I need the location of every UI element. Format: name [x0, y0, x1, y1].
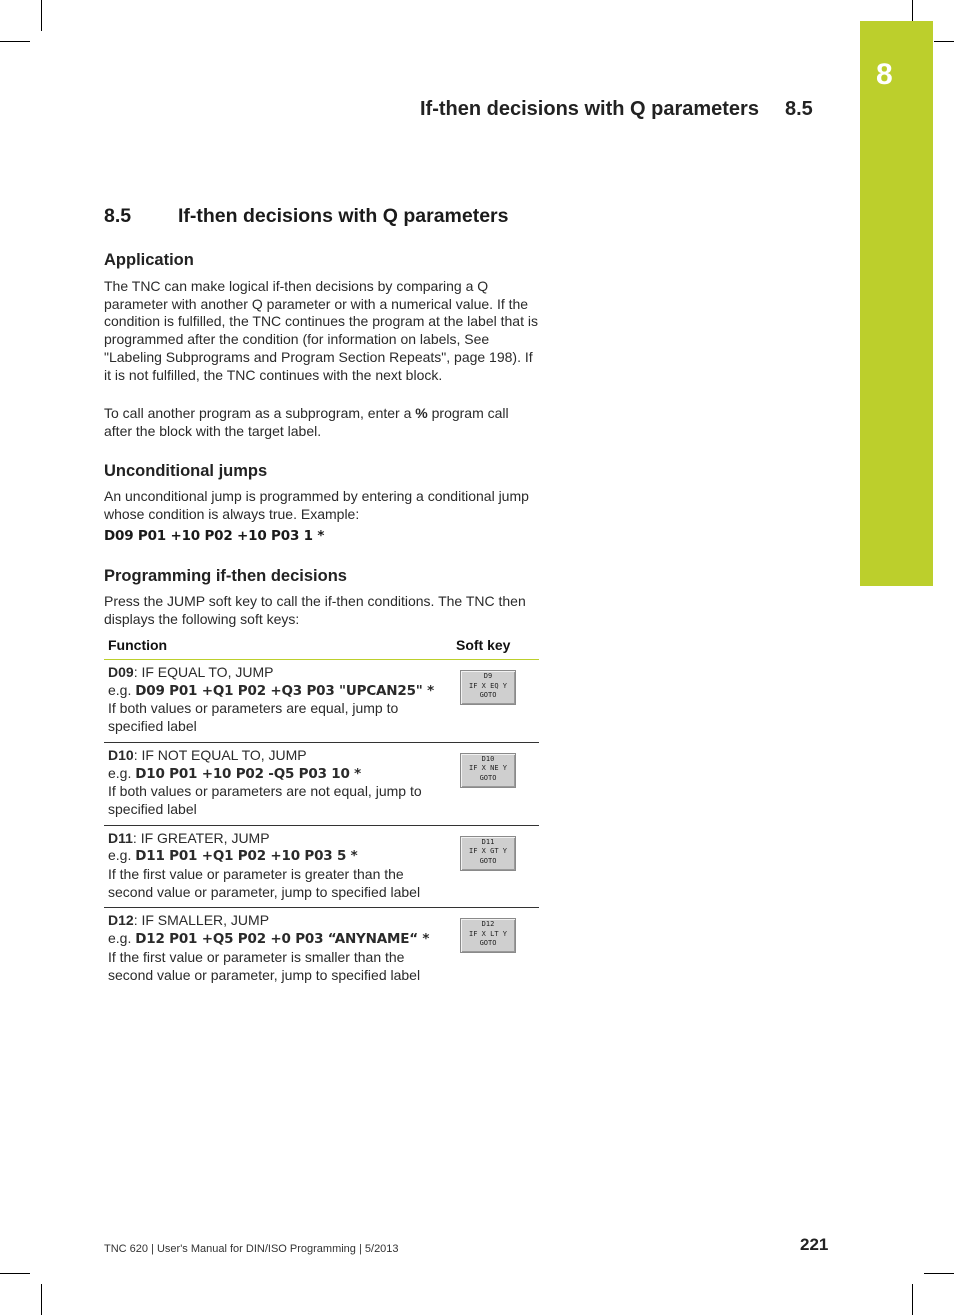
- crop-mark: [41, 1284, 42, 1315]
- softkey-line: GOTO: [479, 939, 497, 948]
- function-cell: [104, 825, 452, 908]
- function-name: : IF GREATER, JUMP: [132, 829, 270, 846]
- unconditional-example: D09 P01 +10 P02 +10 P03 1 *: [104, 528, 325, 544]
- crop-mark: [912, 0, 913, 21]
- softkey-d11[interactable]: [460, 836, 516, 871]
- softkey-cell: [452, 742, 539, 825]
- function-example: D11 P01 +Q1 P02 +10 P03 5 *: [135, 848, 358, 865]
- table-row: [104, 908, 539, 990]
- eg-prefix: e.g.: [108, 930, 136, 947]
- softkey-line: IF X LT Y: [469, 929, 507, 938]
- crop-mark: [924, 1273, 954, 1274]
- section-title: [104, 205, 509, 228]
- function-example: D10 P01 +10 P02 -Q5 P03 10 *: [135, 765, 362, 782]
- softkey-line: GOTO: [479, 691, 497, 699]
- softkey-line: IF X EQ Y: [469, 681, 507, 690]
- unconditional-paragraph: An unconditional jump is programmed by entering a conditional jump whose condition is always true. Example:: [104, 488, 529, 522]
- softkey-line: D11: [481, 837, 495, 846]
- softkey-line: GOTO: [479, 773, 497, 782]
- softkey-d10[interactable]: [460, 753, 516, 788]
- subprogram-text-after: program call after the block with the target label.: [104, 405, 509, 439]
- function-description: If the first value or parameter is greater than the second value or parameter, jump to specified label: [108, 866, 421, 900]
- softkey-line: D9: [483, 672, 493, 680]
- eg-prefix: e.g.: [108, 681, 136, 698]
- softkey-line: D12: [481, 920, 495, 929]
- function-description: If the first value or parameter is smaller than the second value or parameter, jump to specified label: [108, 948, 421, 983]
- running-head-number: 8.5: [784, 98, 813, 120]
- page-number: 221: [800, 1235, 829, 1254]
- function-cell: [104, 908, 452, 990]
- percent-key: %: [415, 405, 428, 421]
- programming-paragraph: Press the JUMP soft key to call the if-then conditions. The TNC then displays the following soft keys:: [104, 593, 526, 627]
- running-head: [420, 98, 813, 121]
- function-name: : IF EQUAL TO, JUMP: [133, 664, 274, 680]
- table-row: [104, 660, 539, 743]
- application-paragraph: The TNC can make logical if-then decisions by comparing a Q parameter with another Q parameter or with a numerical value. If the condition is fulfilled, the TNC continues the program at the label that is programmed after the condition (for information on labels, See "Labeling Subprograms and Program Section Repeats", page 198). If it is not fulfilled, the TNC continues with the next block.: [104, 278, 538, 383]
- function-code: D09: [108, 664, 134, 680]
- function-cell: [104, 660, 452, 743]
- section-number: 8.5: [104, 205, 132, 227]
- softkey-d09[interactable]: [460, 670, 516, 705]
- softkey-line: IF X NE Y: [469, 764, 507, 773]
- softkey-line: IF X GT Y: [469, 847, 507, 856]
- heading-application: Application: [104, 251, 194, 269]
- crop-mark: [934, 41, 954, 42]
- heading-programming: Programming if-then decisions: [104, 567, 347, 585]
- softkey-d12[interactable]: [460, 918, 516, 953]
- softkey-line: D10: [481, 754, 495, 763]
- eg-prefix: e.g.: [108, 847, 136, 864]
- column-header-softkey: Soft key: [452, 632, 539, 660]
- section-title-text: If-then decisions with Q parameters: [178, 205, 509, 227]
- softkey-cell: [452, 825, 539, 908]
- heading-unconditional-jumps: Unconditional jumps: [104, 462, 268, 480]
- function-name: : IF SMALLER, JUMP: [133, 912, 270, 929]
- function-description: If both values or parameters are not equal, jump to specified label: [108, 783, 422, 817]
- function-name: : IF NOT EQUAL TO, JUMP: [133, 746, 307, 763]
- crop-mark: [41, 0, 42, 31]
- softkey-line: GOTO: [479, 856, 497, 865]
- table-row: [104, 742, 539, 825]
- softkey-table: [104, 632, 539, 990]
- crop-mark: [0, 41, 30, 42]
- function-example: D12 P01 +Q5 P02 +0 P03 “ANYNAME“ *: [135, 931, 430, 948]
- function-description: If both values or parameters are equal, jump to specified label: [108, 700, 399, 735]
- function-code: D10: [108, 746, 134, 763]
- table-row: [104, 825, 539, 908]
- subprogram-paragraph: [104, 405, 540, 440]
- function-code: D12: [108, 912, 134, 929]
- footer-text: TNC 620 | User's Manual for DIN/ISO Programming | 5/2013: [104, 1243, 399, 1255]
- table-header-row: [104, 632, 539, 660]
- crop-mark: [912, 1284, 913, 1315]
- column-header-function: Function: [104, 632, 452, 660]
- softkey-cell: [452, 908, 539, 990]
- chapter-number: 8: [876, 58, 893, 91]
- function-cell: [104, 742, 452, 825]
- chapter-tab: [860, 21, 933, 586]
- function-code: D11: [108, 829, 133, 846]
- crop-mark: [0, 1273, 30, 1274]
- softkey-cell: [452, 660, 539, 743]
- subprogram-text-before: To call another program as a subprogram, enter a: [104, 405, 416, 421]
- running-head-title: If-then decisions with Q parameters: [420, 98, 759, 120]
- function-example: D09 P01 +Q1 P02 +Q3 P03 "UPCAN25" *: [135, 682, 434, 699]
- eg-prefix: e.g.: [108, 764, 136, 781]
